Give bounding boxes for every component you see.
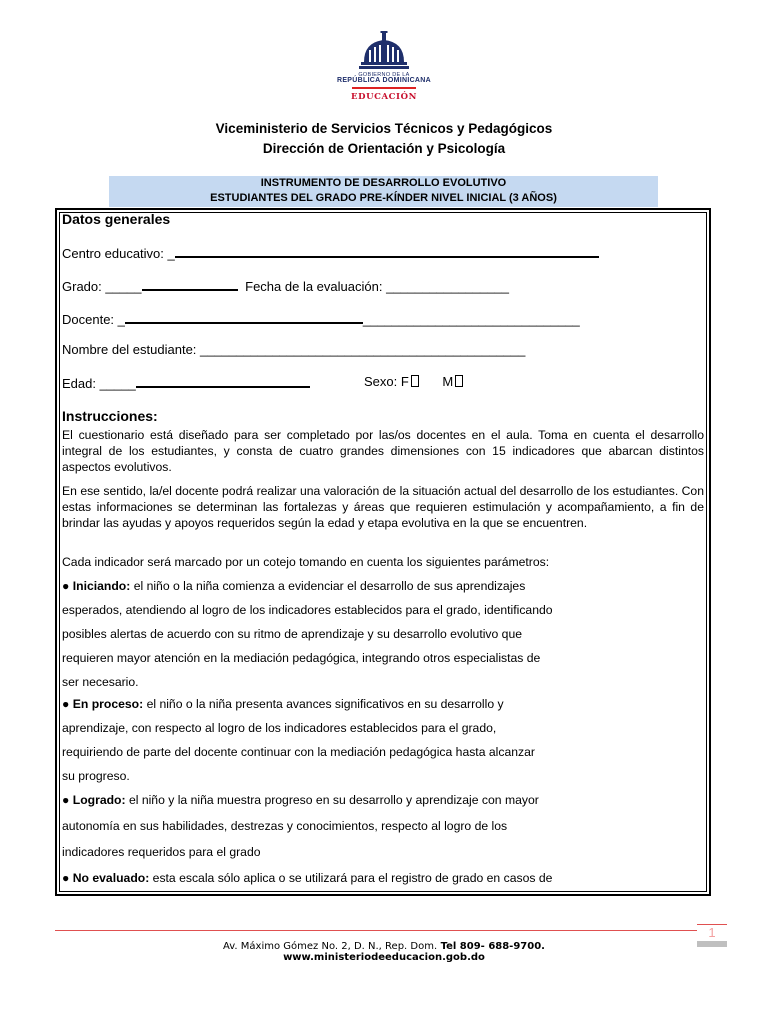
sex-m-label: M [442,374,454,389]
age-blank[interactable] [136,374,310,388]
page-number: 1 [708,925,716,940]
teacher-field[interactable] [62,310,580,327]
instructions-paragraph-2: En ese sentido, la/el docente podrá realizar una valoración de la situación actual del desarrollo de los estudiantes. Con estas informaciones se determinan las fortalezas y áreas que requieren estimulación y acompañamiento, a fin de brindar las ayudas y apoyos requeridos según la edad y etapa evolutiva en la que se encuentren. [62,484,704,530]
bullet-en-proceso [62,697,504,711]
instrument-subtitle: ESTUDIANTES DEL GRADO PRE-KÍNDER NIVEL INICIAL (3 AÑOS) [210,192,557,204]
general-data-heading: Datos generales [62,211,171,227]
teacher-blank[interactable] [125,310,363,324]
school-field[interactable] [62,244,599,261]
logo-country-text: REPÚBLICA DOMINICANA [336,77,432,84]
instrument-title-band [109,176,658,207]
bullet-iniciando-label: ● Iniciando: [62,579,131,593]
footer-divider [55,930,697,931]
bullet-iniciando-line-2: esperados, atendiendo al logro de los indicadores establecidos para el grado, identificando [62,603,553,617]
ministry-logo [0,30,768,102]
school-blank[interactable] [175,244,599,258]
viceministry-title: Viceministerio de Servicios Técnicos y Pedagógicos [215,121,553,136]
footer-website[interactable]: www.ministeriodeeducacion.gob.do [283,952,485,963]
bullet-iniciando-line-5: ser necesario. [62,675,139,689]
sex-m-checkbox[interactable] [455,375,463,387]
bullet-logrado-text: el niño y la niña muestra progreso en su desarrollo y aprendizaje con mayor [125,793,539,807]
footer-address: Av. Máximo Gómez No. 2, D. N., Rep. Dom. [223,941,438,952]
age-field[interactable] [62,374,310,391]
bullet-en-proceso-line-4: su progreso. [62,769,130,783]
instructions-paragraph-1: El cuestionario está diseñado para ser completado por las/os docentes en el aula. Toma en cuenta el desarrollo integral de los estudiantes, y consta de cuatro grandes dimensiones con 15 indicadores que abarcan distintos aspectos evolutivos. [62,428,704,474]
dome-emblem-icon [356,30,412,72]
bullet-logrado-line-2: autonomía en sus habilidades, destrezas y conocimientos, respecto al logro de los [62,819,508,833]
logo-gov-text: GOBIERNO DE LA [358,72,410,78]
bullet-en-proceso-line-3: requiriendo de parte del docente continuar con la mediación pedagógica hasta alcanzar [62,745,535,759]
bullet-iniciando-text: el niño o la niña comienza a evidenciar el desarrollo de sus aprendizajes [130,579,526,593]
instrument-title: INSTRUMENTO DE DESARROLLO EVOLUTIVO [260,177,507,189]
age-label: Edad: _____ [62,376,136,391]
bullet-iniciando [62,579,525,593]
bullet-logrado [62,793,539,807]
instructions-heading: Instrucciones: [62,408,158,424]
bullet-en-proceso-label: ● En proceso: [62,697,144,711]
sex-label: Sexo: F [364,374,409,389]
school-label: Centro educativo: _ [62,246,175,261]
bullet-no-evaluado-text: esta escala sólo aplica o se utilizará para el registro de grado en casos de [149,871,553,885]
bullet-logrado-label: ● Logrado: [62,793,126,807]
document-header [0,119,768,159]
bullet-logrado-line-3: indicadores requeridos para el grado [62,845,261,859]
instructions-paragraph-3: Cada indicador será marcado por un cotejo tomando en cuenta los siguientes parámetros: [62,555,550,569]
bullet-no-evaluado [62,871,552,885]
footer-address-line [0,941,768,952]
bullet-iniciando-line-3: posibles alertas de acuerdo con su ritmo de aprendizaje y su desarrollo evolutivo que [62,627,523,641]
sex-field [364,374,463,389]
logo-education-text: EDUCACIÓN [351,92,417,102]
student-name-field[interactable]: Nombre del estudiante: _____________________________________________ [62,342,526,357]
footer-phone: Tel 809- 688-9700. [437,941,545,952]
bullet-no-evaluado-label: ● No evaluado: [62,871,150,885]
bullet-iniciando-line-4: requieren mayor atención en la mediación pedagógica, integrando otros especialistas de [62,651,541,665]
eval-date-label[interactable]: Fecha de la evaluación: _________________ [245,279,509,294]
sex-f-checkbox[interactable] [411,375,419,387]
bullet-en-proceso-line-2: aprendizaje, con respecto al logro de los indicadores establecidos para el grado, [62,721,497,735]
bullet-en-proceso-text: el niño o la niña presenta avances significativos en su desarrollo y [143,697,504,711]
teacher-label: Docente: _ [62,312,125,327]
logo-divider [352,87,416,89]
teacher-blank-tail[interactable]: ______________________________ [362,312,580,327]
grade-field[interactable] [62,277,509,294]
direction-title: Dirección de Orientación y Psicología [262,141,506,156]
grade-label: Grado: _____ [62,279,142,294]
grade-blank[interactable] [142,277,238,291]
